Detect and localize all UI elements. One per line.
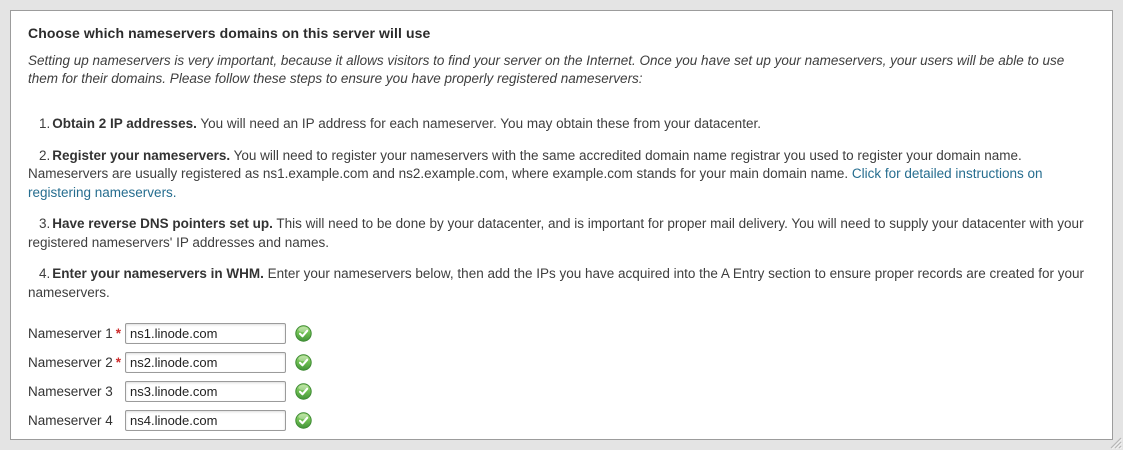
nameserver-4-input[interactable] <box>125 410 286 431</box>
step-1-text: You will need an IP address for each nameserver. You may obtain these from your datacenter. <box>196 116 761 131</box>
page-title: Choose which nameservers domains on this server will use <box>28 25 431 41</box>
nameserver-3-label: Nameserver 3 <box>28 384 113 399</box>
step-1-number: 1. <box>39 116 51 131</box>
step-4-text: Enter your nameservers below, then add the IPs you have acquired into the A Entry section to ensure proper records are created for your nameservers. <box>28 266 1085 300</box>
registering-nameservers-link[interactable]: Click for detailed instructions on registering nameservers. <box>28 166 1043 200</box>
step-1-heading: Obtain 2 IP addresses. <box>52 116 197 131</box>
intro-paragraph: Setting up nameservers is very important, because it allows visitors to find your server on the Internet. Once you have set up your nameservers, your users will be able to use them for their domains. Please follow these steps to ensure you have properly registered nameservers: <box>28 53 1065 86</box>
green-check-icon <box>295 412 312 429</box>
window-resize-grip[interactable] <box>1109 436 1122 449</box>
step-3 <box>28 215 1095 252</box>
step-4-heading: Enter your nameservers in WHM. <box>52 266 264 281</box>
nameserver-1-row <box>28 319 1095 348</box>
step-1 <box>28 115 1095 134</box>
green-check-icon <box>295 354 312 371</box>
nameserver-1-input[interactable] <box>125 323 286 344</box>
steps-list <box>28 115 1095 302</box>
nameserver-3-row <box>28 377 1095 406</box>
step-3-heading: Have reverse DNS pointers set up. <box>52 216 273 231</box>
step-2-text: You will need to register your nameservers with the same accredited domain name registrar you used to register your domain name. Nameservers are usually registered as ns1.example.com and ns2.example.com, where example.com stands for your main domain name. <box>28 147 1022 181</box>
nameserver-3-input[interactable] <box>125 381 286 402</box>
green-check-icon <box>295 383 312 400</box>
step-2-heading: Register your nameservers. <box>52 147 231 163</box>
step-3-number: 3. <box>39 216 51 231</box>
green-check-icon <box>295 325 312 342</box>
nameserver-2-row <box>28 348 1095 377</box>
nameserver-setup-panel <box>10 10 1113 440</box>
step-2 <box>28 147 1095 203</box>
nameserver-form <box>28 319 1095 435</box>
nameserver-2-label: Nameserver 2 * <box>28 355 122 370</box>
nameserver-4-row <box>28 406 1095 435</box>
nameserver-2-input[interactable] <box>125 352 286 373</box>
nameserver-1-label: Nameserver 1 * <box>28 326 122 341</box>
required-marker: * <box>115 355 122 370</box>
step-2-number: 2. <box>39 147 51 163</box>
step-3-text: This will need to be done by your datacenter, and is important for proper mail delivery. You will need to supply your datacenter with your registered nameservers' IP addresses and names. <box>28 216 1084 250</box>
required-marker: * <box>115 326 122 341</box>
nameserver-4-label: Nameserver 4 <box>28 413 113 428</box>
step-4 <box>28 265 1095 302</box>
step-4-number: 4. <box>39 266 51 281</box>
